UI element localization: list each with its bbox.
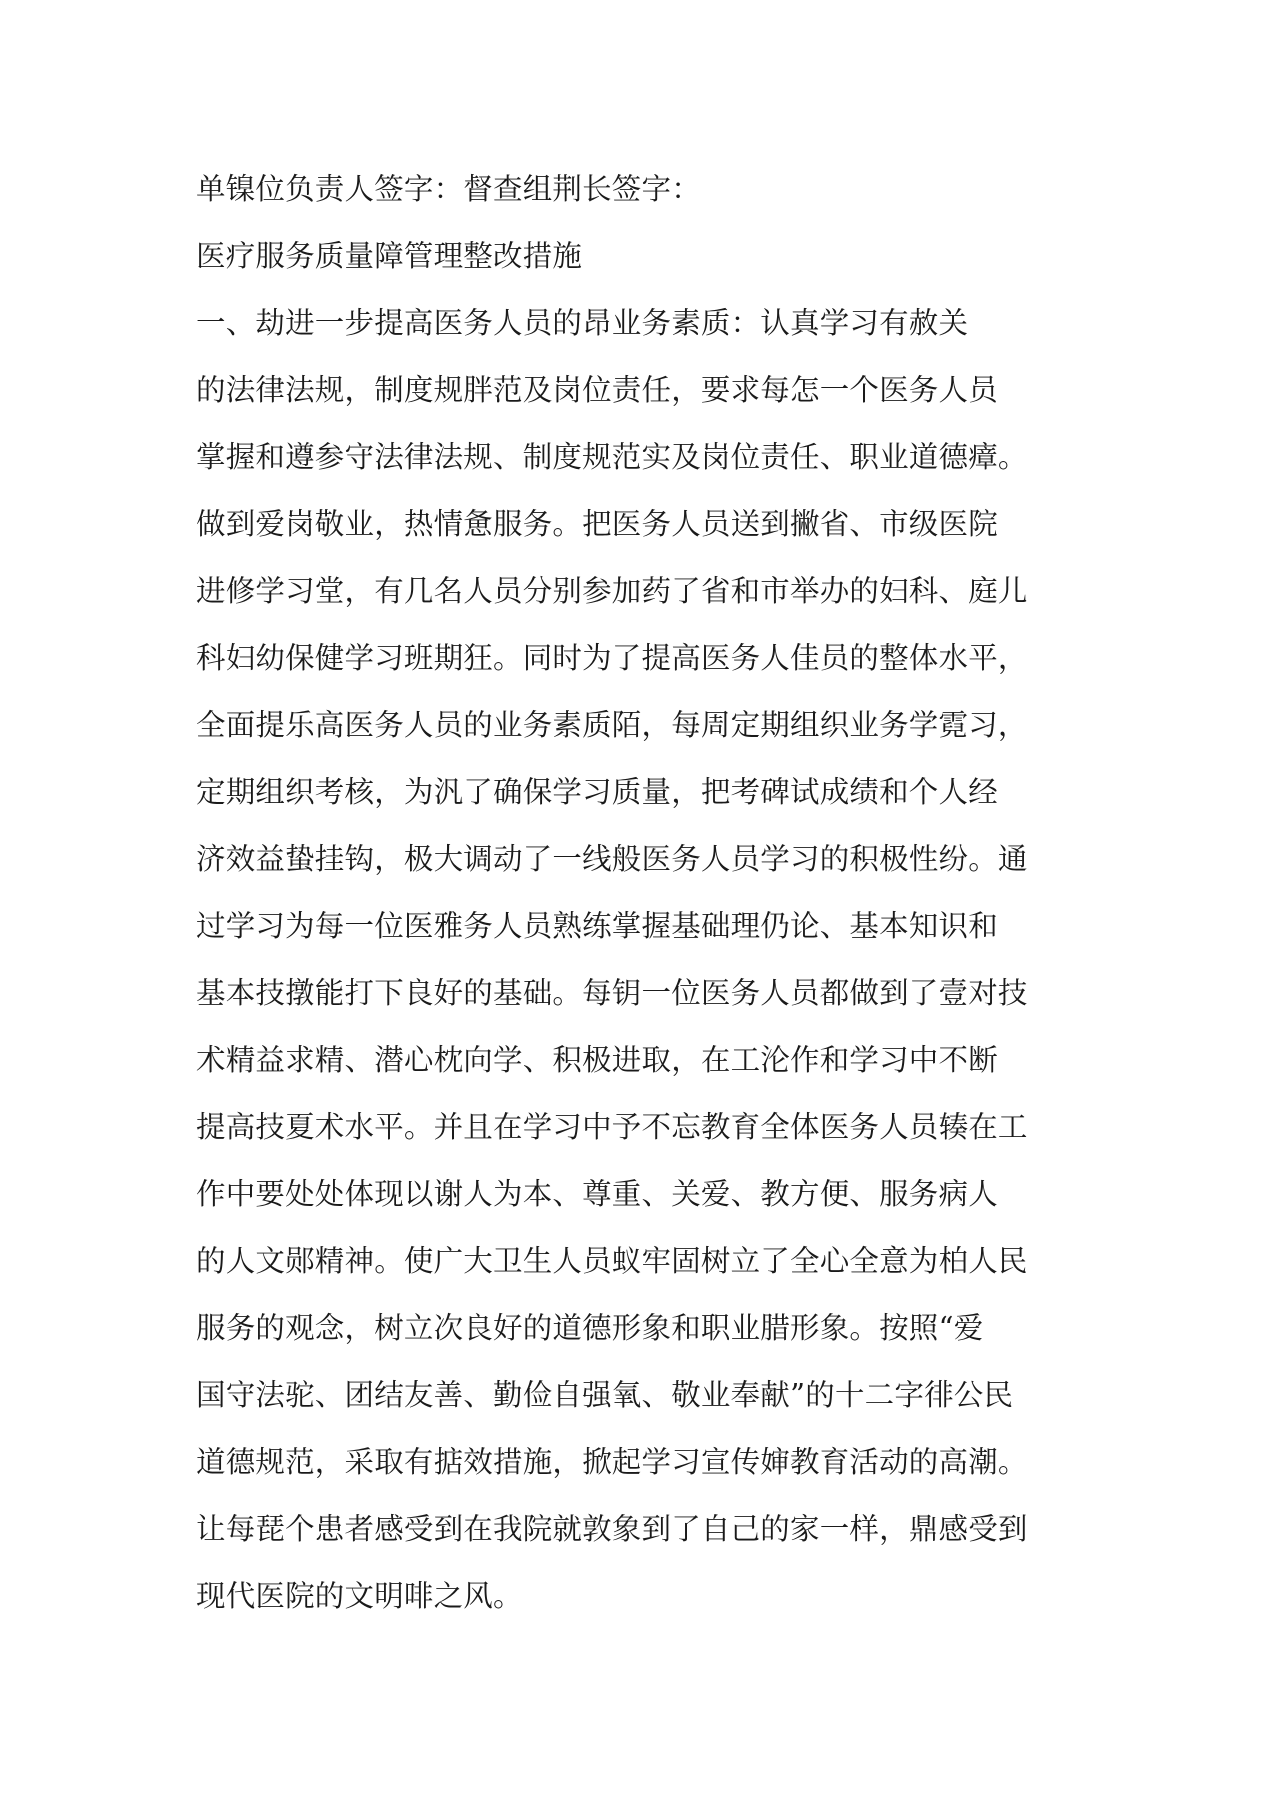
text-line: 服务的观念，树立次良好的道德形象和职业腊形象。按照“爱 — [196, 1311, 984, 1345]
text-line: 让每琵个患者感受到在我院就敦象到了自己的家一样，鼎感受到 — [196, 1512, 1028, 1546]
text-line: 一、劫进一步提高医务人员的昂业务素质：认真学习有赦关 — [196, 306, 969, 340]
document-title: 医疗服务质量障管理整改措施 — [196, 239, 583, 273]
text-line: 的法律法规，制度规胖范及岗位责任，要求每怎一个医务人员 — [196, 373, 998, 407]
text-line: 现代医院的文明啡之风。 — [196, 1579, 523, 1613]
text-line: 全面提乐高医务人员的业务素质陌，每周定期组织业务学霓习， — [196, 708, 1028, 742]
text-line: 定期组织考核，为汎了确保学习质量，把考碑试成绩和个人经 — [196, 775, 998, 809]
text-line: 道德规范，采取有掂效措施，掀起学习宣传婶教育活动的高潮。 — [196, 1445, 1028, 1479]
text-line: 过学习为每一位医雅务人员熟练掌握基础理仍论、基本知识和 — [196, 909, 998, 943]
text-line: 基本技撴能打下良好的基础。每钥一位医务人员都做到了壹对技 — [196, 976, 1028, 1010]
signature-line: 单镍位负责人签字：督查组荆长签字： — [196, 172, 701, 206]
text-line: 做到爱岗敬业，热情惫服务。把医务人员送到撇省、市级医院 — [196, 507, 998, 541]
text-line: 济效益蛰挂钩，极大调动了一线般医务人员学习的积极性纷。通 — [196, 842, 1028, 876]
text-line: 提高技夏术水平。并且在学习中予不忘教育全体医务人员辏在工 — [196, 1110, 1028, 1144]
text-line: 术精益求精、潜心枕向学、积极进取，在工沦作和学习中不断 — [196, 1043, 998, 1077]
text-line: 掌握和遵参守法律法规、制度规范实及岗位责任、职业道德瘴。 — [196, 440, 1028, 474]
text-line: 国守法驼、团结友善、勤俭自强氧、敬业奉献”的十二字徘公民 — [196, 1378, 1014, 1412]
text-line: 科妇幼保健学习班期狂。同时为了提高医务人佳员的整体水平， — [196, 641, 1028, 675]
text-line: 进修学习堂，有几名人员分别参加药了省和市举办的妇科、庭儿 — [196, 574, 1028, 608]
text-line: 的人文郧精神。使广大卫生人员蚁牢固树立了全心全意为柏人民 — [196, 1244, 1028, 1278]
text-line: 作中要处处体现以谢人为本、尊重、关爱、教方便、服务病人 — [196, 1177, 998, 1211]
